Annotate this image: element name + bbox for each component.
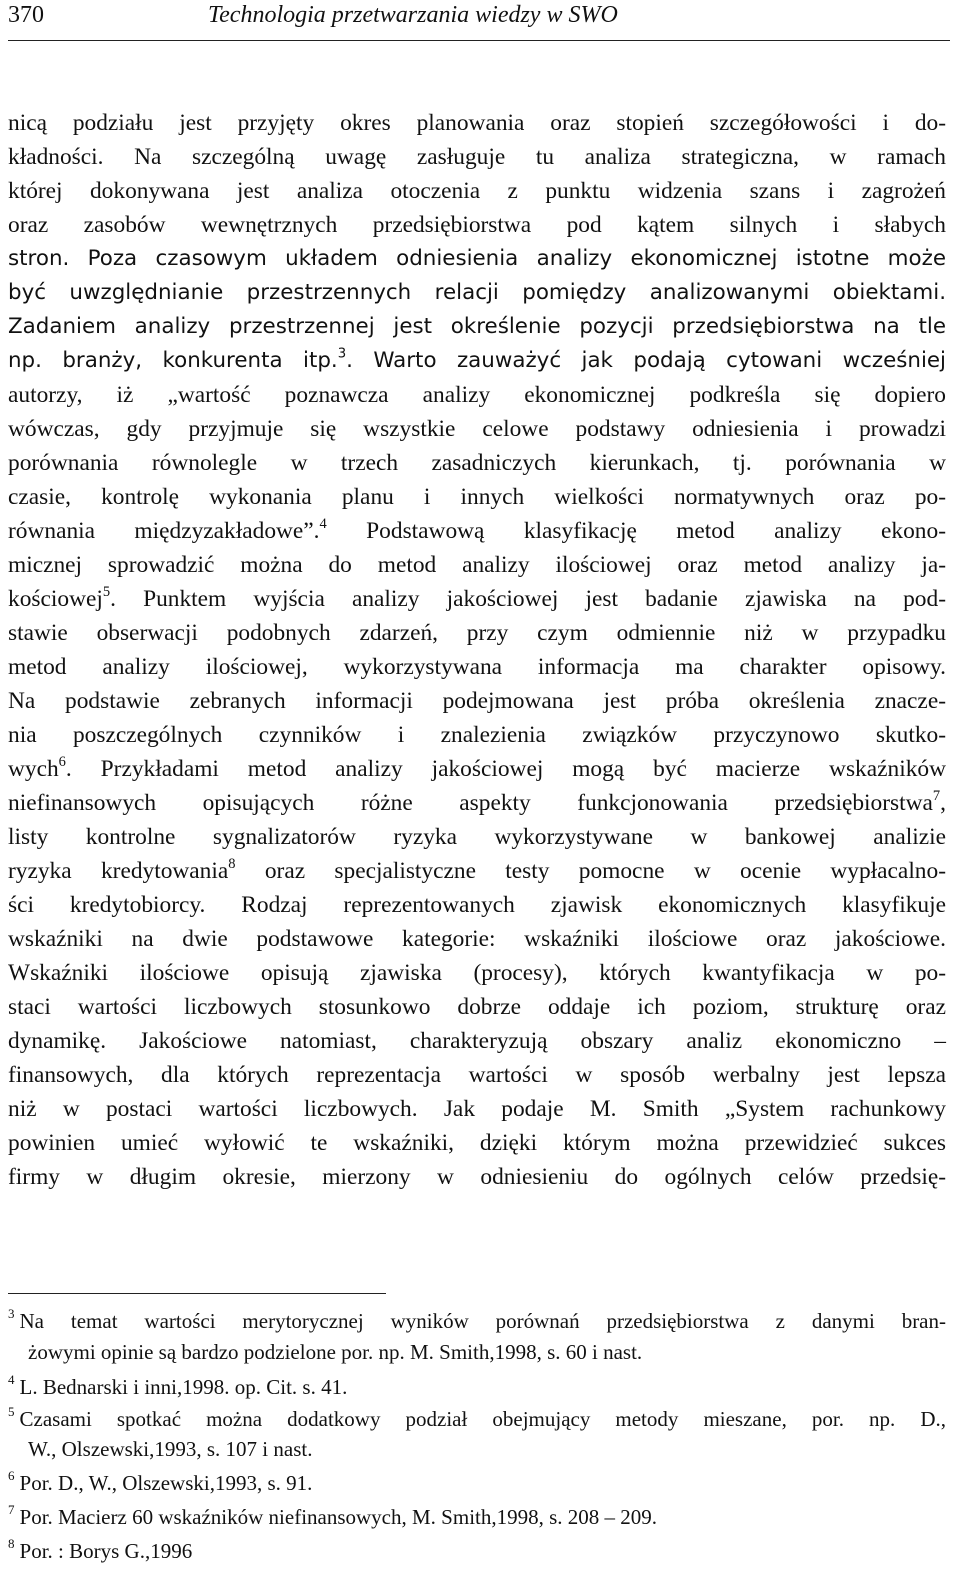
text-segment: np. branży, konkurenta itp. (8, 348, 338, 373)
text-line: Zadaniem analizy przestrzennej jest określenie pozycji przedsiębiorstwa na tle (8, 314, 946, 339)
footnote-ref: 6 (58, 753, 66, 770)
text-line: stron. Poza czasowym układem odniesienia analizy ekonomicznej istotne może (8, 246, 946, 271)
footnote-text: Por. Macierz 60 wskaźników niefinansowych, M. Smith,1998, s. 208 – 209. (19, 1505, 658, 1529)
footnote-number: 6 (8, 1468, 15, 1484)
text-segment: równania międzyzakładowe”. (8, 518, 320, 544)
text-line: nia poszczególnych czynników i znalezienia związków przyczynowo skutko- (8, 722, 946, 748)
text-segment: , (940, 790, 946, 816)
footnote-6 (8, 1468, 946, 1499)
text-segment: kościowej (8, 586, 103, 612)
footnote-5 (8, 1404, 946, 1435)
text-line: dynamikę. Jakościowe natomiast, charakteryzują obszary analiz ekonomiczno – (8, 1028, 946, 1054)
text-line: której dokonywana jest analiza otoczenia z punktu widzenia szans i zagrożeń (8, 178, 946, 204)
text-line (8, 514, 946, 548)
footnote-3 (8, 1306, 946, 1337)
footnote-ref: 3 (337, 346, 347, 362)
text-line (8, 786, 946, 820)
text-line: kładności. Na szczególną uwagę zasługuje tu analiza strategiczna, w ramach (8, 144, 946, 170)
text-line: niż w postaci wartości liczbowych. Jak podaje M. Smith „System rachunkowy (8, 1096, 946, 1122)
text-line: wówczas, gdy przyjmuje się wszystkie celowe podstawy odniesienia i prowadzi (8, 416, 946, 442)
text-segment: . Punktem wyjścia analizy jakościowej jest badanie zjawiska na pod- (110, 586, 946, 612)
text-line: staci wartości liczbowych stosunkowo dobrze oddaje ich poziom, strukturę oraz (8, 994, 946, 1020)
running-title: Technologia przetwarzania wiedzy w SWO (208, 2, 618, 28)
text-line (8, 344, 946, 378)
text-line (8, 854, 946, 888)
text-segment: . Przykładami metod analizy jakościowej mogą być macierze wskaźników (65, 756, 946, 782)
footnote-number: 5 (8, 1404, 15, 1420)
text-segment: . Warto zauważyć jak podają cytowani wcześniej (346, 348, 946, 373)
text-segment: niefinansowych opisujących różne aspekty funkcjonowania przedsiębiorstwa (8, 790, 933, 816)
text-segment: ryzyka kredytowania (8, 858, 229, 884)
text-line: firmy w długim okresie, mierzony w odniesieniu do ogólnych celów przedsię- (8, 1164, 946, 1190)
text-segment: oraz specjalistyczne testy pomocne w ocenie wypłacalno- (235, 858, 946, 884)
text-line: stawie obserwacji podobnych zdarzeń, przy czym odmiennie niż w przypadku (8, 620, 946, 646)
footnote-3-continuation: żowymi opinie są bardzo podzielone por. np. M. Smith,1998, s. 60 i nast. (28, 1340, 643, 1364)
text-line (8, 582, 946, 616)
footnote-number: 4 (8, 1372, 15, 1388)
text-line: Wskaźniki ilościowe opisują zjawiska (procesy), których kwantyfikacja w po- (8, 960, 946, 986)
footnote-7 (8, 1502, 946, 1533)
footnote-text: Por. D., W., Olszewski,1993, s. 91. (19, 1471, 313, 1495)
text-line: Na podstawie zebranych informacji podejmowana jest próba określenia znacze- (8, 688, 946, 714)
footnote-text: Por. : Borys G.,1996 (19, 1539, 193, 1563)
footnote-text: L. Bednarski i inni,1998. op. Cit. s. 41. (19, 1375, 348, 1399)
footnote-ref: 8 (228, 855, 236, 872)
footnote-8 (8, 1536, 946, 1567)
footnote-number: 3 (8, 1306, 15, 1322)
text-line: listy kontrolne sygnalizatorów ryzyka wykorzystywane w bankowej analizie (8, 824, 946, 850)
text-line (8, 752, 946, 786)
text-line: finansowych, dla których reprezentacja wartości w sposób werbalny jest lepsza (8, 1062, 946, 1088)
footnote-number: 8 (8, 1536, 15, 1552)
page-header (8, 0, 950, 41)
text-line: metod analizy ilościowej, wykorzystywana informacja ma charakter opisowy. (8, 654, 946, 680)
text-line: czasie, kontrolę wykonania planu i innych wielkości normatywnych oraz po- (8, 484, 946, 510)
footnote-text: Czasami spotkać można dodatkowy podział obejmujący metody mieszane, por. np. D., (19, 1407, 946, 1431)
footnote-5-continuation: W., Olszewski,1993, s. 107 i nast. (28, 1437, 313, 1461)
text-line: porównania równolegle w trzech zasadniczych kierunkach, tj. porównania w (8, 450, 946, 476)
footnote-separator (8, 1293, 386, 1294)
footnote-ref: 5 (102, 583, 111, 600)
footnote-text: Na temat wartości merytorycznej wyników porównań przedsiębiorstwa z danymi bran- (19, 1309, 946, 1333)
text-segment: wych (8, 756, 59, 782)
footnote-number: 7 (8, 1502, 15, 1518)
text-line: oraz zasobów wewnętrznych przedsiębiorstwa pod kątem silnych i słabych (8, 212, 946, 238)
text-line: micznej sprowadzić można do metod analizy ilościowej oraz metod analizy ja- (8, 552, 946, 578)
footnote-ref: 4 (319, 515, 327, 532)
text-line: ści kredytobiorcy. Rodzaj reprezentowanych zjawisk ekonomicznych klasyfikuje (8, 892, 946, 918)
text-line: autorzy, iż „wartość poznawcza analizy ekonomicznej podkreśla się dopiero (8, 382, 946, 408)
text-line: być uwzględnianie przestrzennych relacji pomiędzy analizowanymi obiektami. (8, 280, 946, 305)
footnote-4 (8, 1372, 946, 1403)
text-line: wskaźniki na dwie podstawowe kategorie: wskaźniki ilościowe oraz jakościowe. (8, 926, 946, 952)
footnote-ref: 7 (932, 787, 941, 804)
text-segment: Podstawową klasyfikację metod analizy ekono- (326, 518, 946, 544)
text-line: powinien umieć wyłowić te wskaźniki, dzięki którym można przewidzieć sukces (8, 1130, 946, 1156)
page-number: 370 (8, 2, 44, 28)
text-line: nicą podziału jest przyjęty okres planowania oraz stopień szczegółowości i do- (8, 110, 946, 136)
